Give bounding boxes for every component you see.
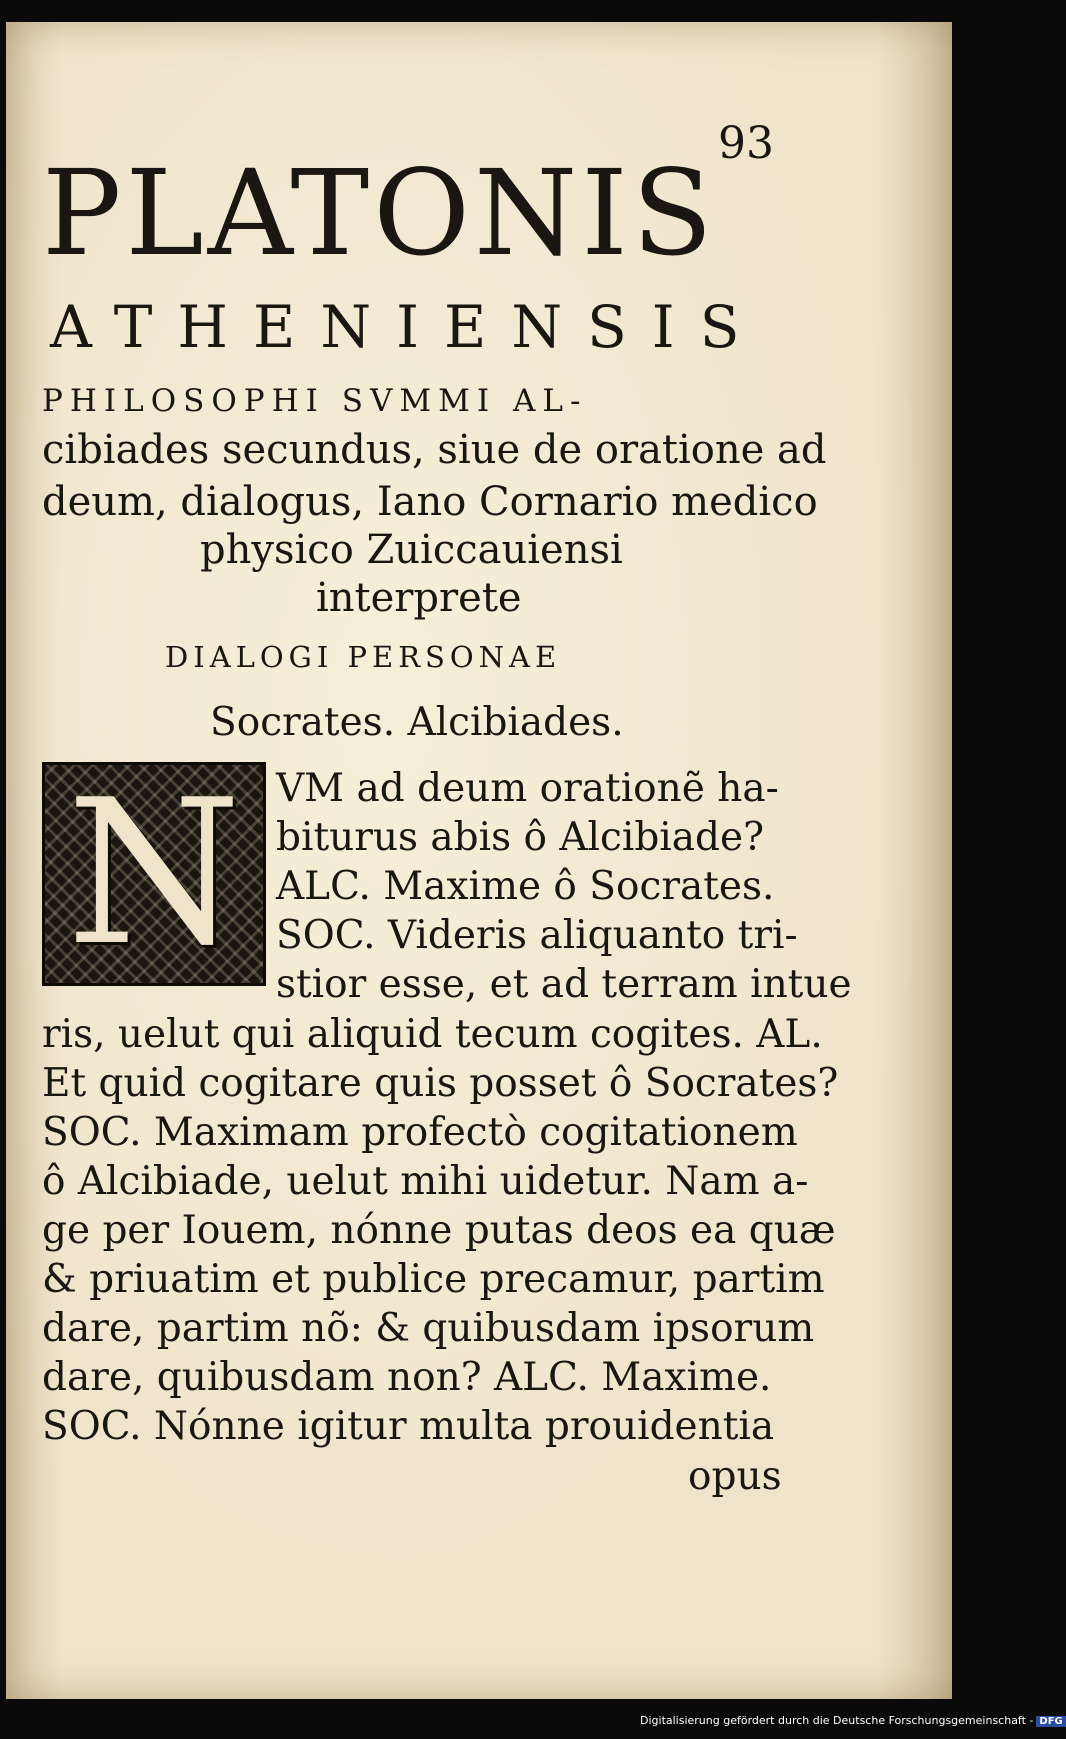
digitization-footer (640, 1714, 1066, 1727)
footer-text: Digitalisierung gefördert durch die Deutsche Forschungsgemeinschaft - (640, 1714, 1034, 1727)
body-line: dare, quibusdam non? ALC. Maxime. (42, 1355, 772, 1400)
body-line: ALC. Maxime ô Socrates. (276, 864, 775, 909)
body-line: Et quid cogitare quis posset ô Socrates? (42, 1061, 839, 1106)
body-line: dare, partim nõ: & quibusdam ipsorum (42, 1306, 815, 1351)
body-line: stior esse, et ad terram intue (276, 962, 852, 1007)
body-line: biturus abis ô Alcibiade? (276, 815, 764, 860)
subtitle-athenian: ATHENIENSIS (50, 293, 765, 361)
body-line: SOC. Maximam profectò cogitationem (42, 1110, 798, 1155)
body-line: & priuatim et publice precamur, partim (42, 1257, 825, 1302)
speakers-line: Socrates. Alcibiades. (210, 700, 624, 745)
dfg-badge: DFG (1036, 1716, 1065, 1727)
decorated-initial (42, 757, 266, 990)
page-number: 93 (718, 118, 774, 169)
body-line: SOC. Videris aliquanto tri- (276, 913, 798, 958)
catchword: opus (688, 1454, 782, 1499)
body-line: SOC. Nónne igitur multa prouidentia (42, 1404, 775, 1449)
persons-heading: DIALOGI PERSONAE (165, 640, 562, 674)
title-line: deum, dialogus, Iano Cornario medico (42, 479, 818, 525)
initial-letter: N (66, 757, 242, 990)
page-title: PLATONIS (42, 144, 717, 282)
title-line: cibiades secundus, siue de oratione ad (42, 427, 827, 473)
body-line: ris, uelut qui aliquid tecum cogites. AL. (42, 1012, 823, 1057)
title-line: physico Zuiccauiensi (200, 527, 623, 573)
body-line: ô Alcibiade, uelut mihi uidetur. Nam a- (42, 1159, 809, 1204)
title-line: interprete (316, 575, 522, 621)
body-line: VM ad deum orationẽ ha- (276, 766, 779, 811)
body-line: ge per Iouem, nónne putas deos ea quæ (42, 1208, 836, 1253)
subtitle-philosopher: PHILOSOPHI SVMMI AL- (42, 383, 588, 419)
